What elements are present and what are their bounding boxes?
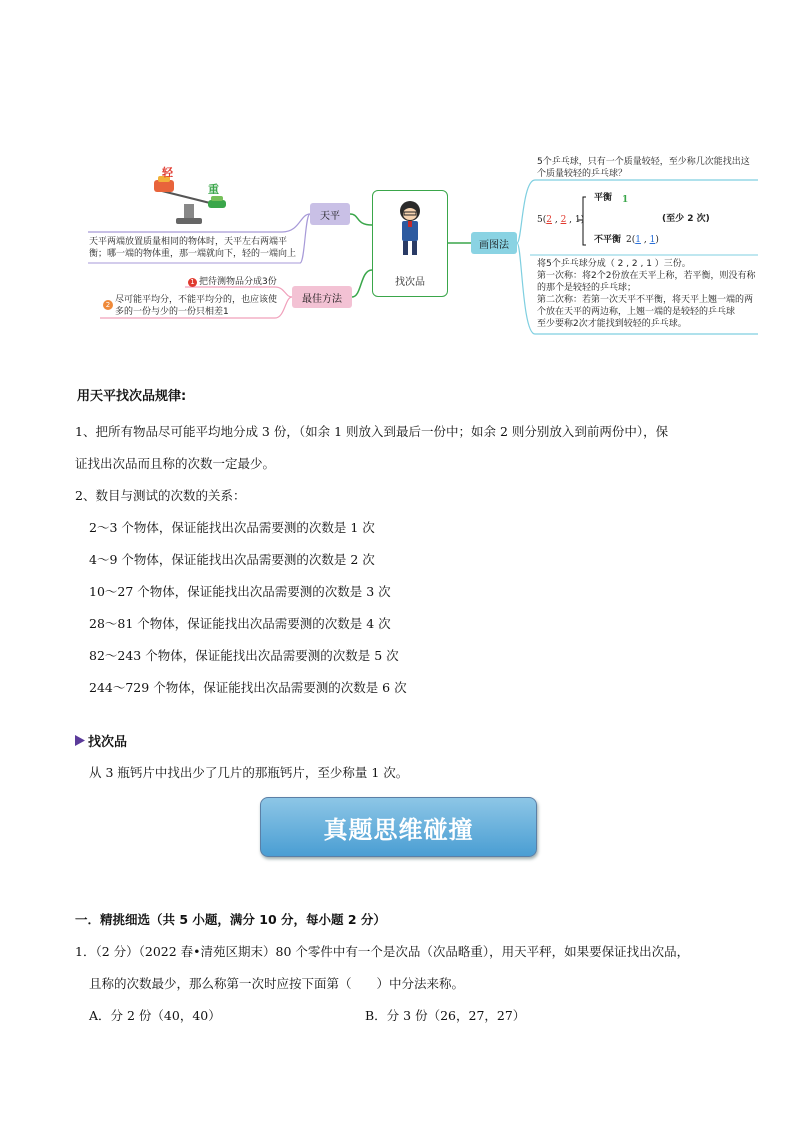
balance-scale-icon [150, 172, 230, 232]
node-diagram-method-label: 画图法 [479, 239, 509, 251]
unbalanced-one-b: 1 [649, 235, 656, 245]
diagram-one: 1 [574, 215, 581, 225]
unbalanced-split: 2(1 , 1) [626, 235, 659, 245]
step-1-text: 把待测物品分成3份 [199, 277, 277, 287]
unbalanced-one-a: 1 [635, 235, 641, 245]
question-line1: 5个乒乓球，只有一个质量较轻，至少称几次能找出这 [537, 157, 750, 167]
explanation-line3: 的那个是较轻的乒乓球； [537, 283, 637, 293]
balanced-count: 1 [622, 195, 629, 205]
step-1-badge: 1 [188, 278, 197, 287]
balance-description [89, 236, 296, 260]
rule-item: 82～243 个物体，保证能找出次品需要测的次数是 5 次 [89, 648, 399, 663]
rule-2: 2、数目与测试的次数的关系： [75, 488, 246, 503]
node-balance [310, 203, 350, 225]
node-balance-label: 天平 [320, 210, 340, 222]
node-center [372, 190, 448, 297]
step-2-badge: 2 [103, 300, 113, 310]
example-question [537, 156, 750, 180]
diagram-two-a: 2 [546, 215, 552, 225]
unbalanced-label: 不平衡 [594, 235, 622, 245]
rule-1-line1: 1、把所有物品尽可能平均地分成 3 份，（如余 1 则放入到最后一份中；如余 2 则分别放入到前两份中），保 [75, 424, 669, 439]
node-diagram-method [471, 232, 517, 254]
best-step-1 [188, 276, 277, 288]
section-banner [260, 797, 537, 857]
question-1-line2: 且称的次数最少，那么称第一次时应按下面第（ ）中分法来称。 [89, 976, 465, 991]
rule-item: 28～81 个物体，保证能找出次品需要测的次数是 4 次 [89, 616, 391, 631]
rule-item: 2～3 个物体，保证能找出次品需要测的次数是 1 次 [89, 520, 375, 535]
node-best-method [292, 286, 352, 308]
explanation-line5: 个放在天平的两边称，上翘一端的是较轻的乒乓球 [537, 307, 736, 317]
solution-explanation [537, 258, 755, 330]
rule-item: 4～9 个物体，保证能找出次品需要测的次数是 2 次 [89, 552, 375, 567]
step-2-line2: 多的一份与少的一份只相差1 [115, 307, 229, 317]
banner-label: 真题思维碰撞 [323, 814, 474, 844]
find-text: 从 3 瓶钙片中找出少了几片的那瓶钙片，至少称量 1 次。 [89, 765, 409, 780]
rule-item: 10～27 个物体，保证能找出次品需要测的次数是 3 次 [89, 584, 391, 599]
light-label: 轻 [162, 166, 173, 179]
find-heading-label: 找次品 [88, 735, 128, 750]
step-2-line1: 尽可能平均分，不能平均分的，也应该使 [115, 295, 278, 305]
unbalanced-two: 2 [626, 235, 632, 245]
best-step-2 [115, 294, 277, 318]
triangle-bullet-icon [75, 735, 85, 746]
balance-desc-line1: 天平两端放置质量相同的物体时，天平左右两端平 [89, 237, 288, 247]
diagram-two-b: 2 [560, 215, 567, 225]
rule-item: 244～729 个物体，保证能找出次品需要测的次数是 6 次 [89, 680, 407, 695]
node-center-label: 找次品 [395, 277, 425, 288]
option-b[interactable]: B．分 3 份（26，27，27） [365, 1008, 526, 1023]
diagram-five: 5 [537, 215, 543, 225]
rule-1-line2: 证找出次品而且称的次数一定最少。 [75, 456, 276, 471]
node-best-method-label: 最佳方法 [302, 293, 342, 305]
section-heading: 一．精挑细选（共 5 小题，满分 10 分，每小题 2 分） [75, 912, 386, 927]
rules-heading: 用天平找次品规律: [77, 389, 187, 404]
cartoon-character-icon [395, 199, 425, 261]
question-1-line1: 1．（2 分）（2022 春•清苑区期末）80 个零件中有一个是次品（次品略重），用天平秤，如果要保证找出次品， [75, 944, 690, 959]
at-least-label: (至少 2 次) [662, 214, 710, 224]
explanation-line1: 将5个乒乓球分成（ 2 , 2 , 1 ）三份。 [537, 259, 691, 269]
option-a[interactable]: A．分 2 份（40，40） [89, 1008, 221, 1023]
find-section-heading [75, 731, 127, 750]
explanation-line6: 至少要称2次才能找到较轻的乒乓球。 [537, 319, 687, 329]
question-line2: 个质量较轻的乒乓球？ [537, 169, 628, 179]
diagram-split: 5(2 , 2 , 1) [537, 215, 585, 225]
balance-desc-line2: 衡；哪一端的物体重，那一端就向下，轻的一端向上 [89, 249, 297, 259]
balanced-label: 平衡 [594, 193, 613, 203]
heavy-label: 重 [208, 183, 219, 196]
explanation-line2: 第一次称：将2个2份放在天平上称，若平衡，则没有称 [537, 271, 756, 281]
explanation-line4: 第二次称：若第一次天平不平衡，将天平上翘一端的两 [537, 295, 754, 305]
